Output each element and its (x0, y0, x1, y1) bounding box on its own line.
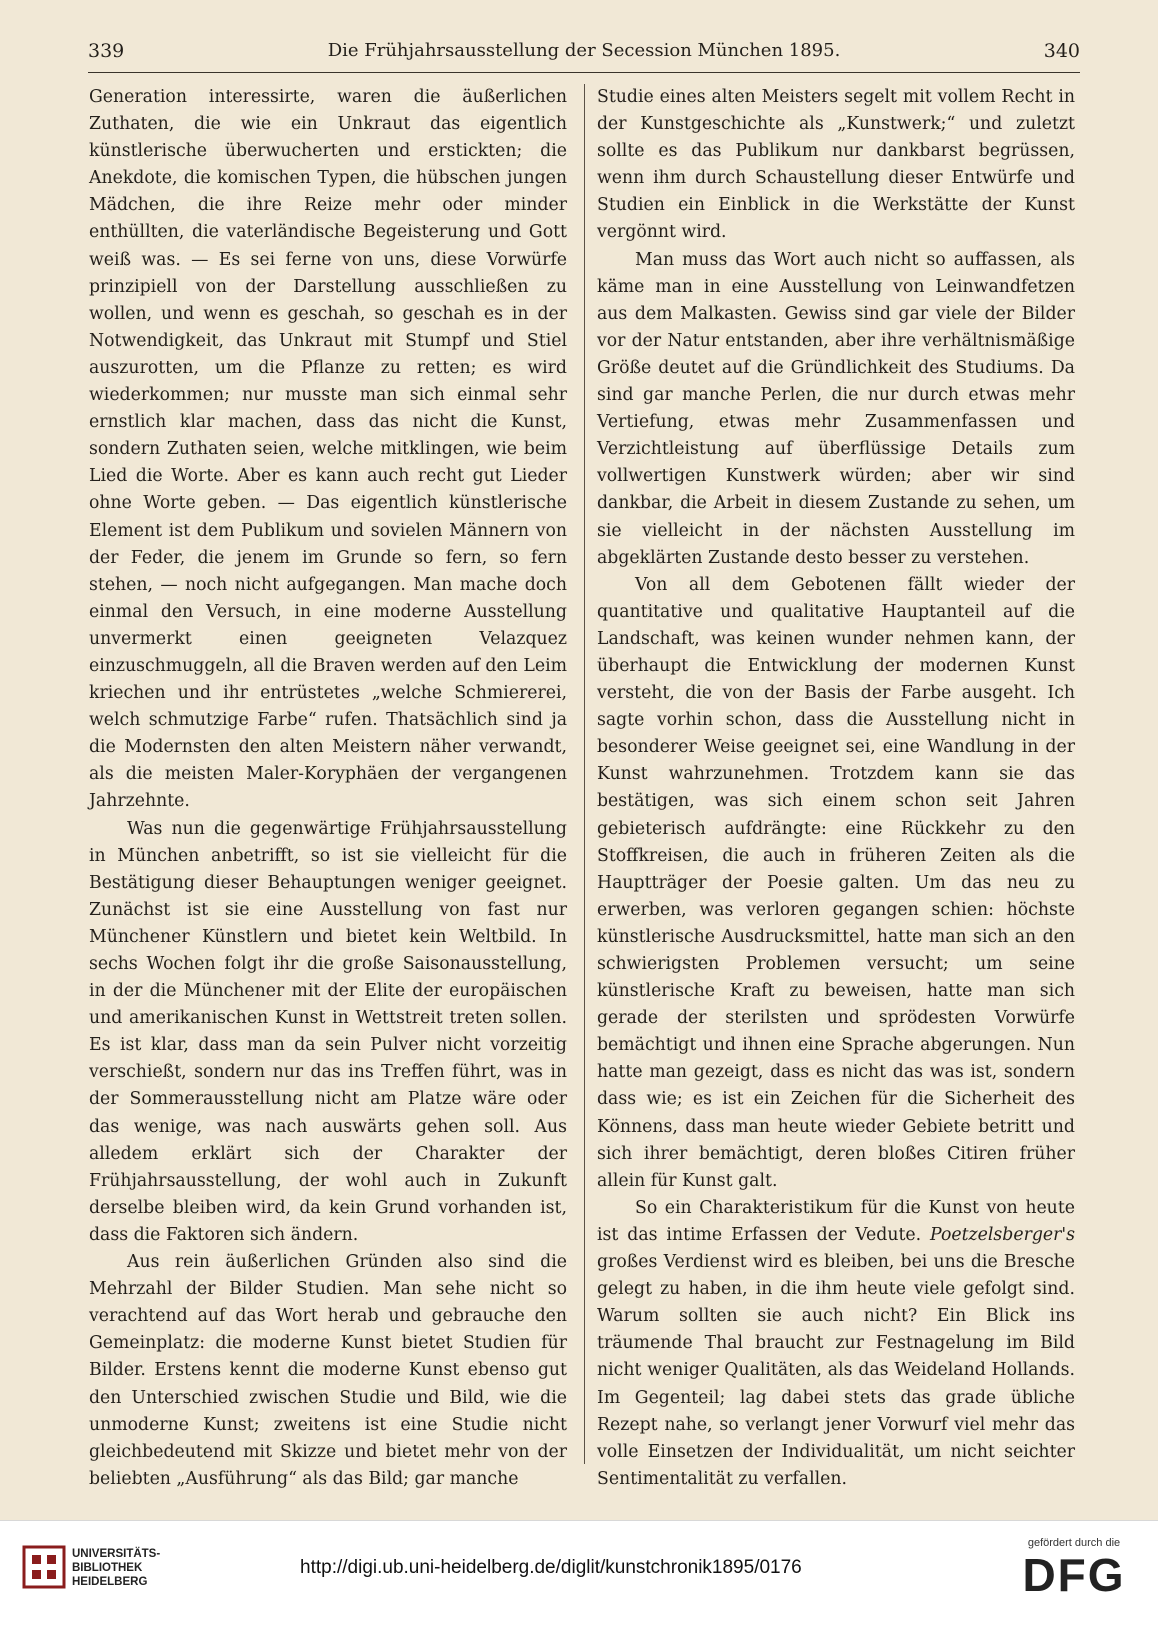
library-name-line-2: BIBLIOTHEK (72, 1562, 143, 1574)
header-rule (88, 72, 1080, 73)
right-paragraph-1: Studie eines alten Meisters segelt mit vollem Recht in der Kunstgeschichte als „Kunstwerk;“ und zuletzt sollte es das Publikum nur dankbarst begrüssen, wenn ihm durch Schaustellung dieser Entwürfe und Studien ein Einblick in die Werkstätte der Kunst vergönnt wird. (597, 87, 1075, 243)
right-column (597, 84, 1075, 1493)
column-divider (584, 84, 585, 1464)
library-name-line-1: UNIVERSITÄTS- (72, 1548, 161, 1560)
library-name (72, 1547, 160, 1589)
page-number-right: 340 (1043, 40, 1080, 62)
library-seal-icon (22, 1545, 66, 1589)
dfg-wordmark: DFG (1022, 1549, 1126, 1601)
permalink-url[interactable]: http://digi.ub.uni-heidelberg.de/diglit/kunstchronik1895/0176 (300, 1557, 802, 1578)
left-column (89, 84, 567, 1493)
left-paragraph-2: Was nun die gegenwärtige Frühjahrsausstellung in München anbetrifft, so ist sie vielleicht für die Bestätigung dieser Behauptungen weniger geeignet. Zunächst ist sie eine Ausstellung von fast nur Münchener Künstlern und bietet kein Weltbild. In sechs Wochen folgt ihr die große Saisonausstellung, in der die Münchener mit der Elite der europäischen und amerikanischen Kunst in Wettstreit treten sollen. Es ist klar, dass man da sein Pulver nicht vorzeitig verschießt, sondern nur das ins Treffen führt, was in der Sommerausstellung nicht am Platze wäre oder das wenige, was nach auswärts gehen soll. Aus alledem erklärt sich der Charakter der Frühjahrsausstellung, der wohl auch in Zukunft derselbe bleiben wird, da kein Grund vorhanden ist, dass die Faktoren sich ändern. (89, 818, 567, 1245)
artist-name: Poetzelsberger's (930, 1224, 1075, 1245)
left-paragraph-3: Aus rein äußerlichen Gründen also sind die Mehrzahl der Bilder Studien. Man sehe nicht so verachtend auf das Wort herab und gebrauche den Gemeinplatz: die moderne Kunst bietet Studien für Bilder. Erstens kennt die moderne Kunst ebenso gut den Unterschied zwischen Studie und Bild, wie die unmoderne Kunst; zweitens ist eine Studie nicht gleichbedeutend mit Skizze und bietet mehr von der beliebten „Ausführung“ als das Bild; gar manche (89, 1252, 567, 1489)
right-paragraph-3: Von all dem Gebotenen fällt wieder der quantitative und qualitative Hauptanteil auf die Landschaft, was keinen wunder nehmen kann, der überhaupt die Entwicklung der modernen Kunst versteht, die von der Basis der Farbe ausgeht. Ich sagte vorhin schon, dass die Ausstellung nicht in besonderer Weise geeignet sei, eine Wandlung in der Kunst wahrzunehmen. Trotzdem kann sie das bestätigen, was sich einem schon seit Jahren gebieterisch aufdrängte: eine Rückkehr zu den Stoffkreisen, die auch in früheren Zeiten als die Hauptträger der Poesie galten. Um das neu zu erwerben, was verloren gegangen schien: höchste künstlerische Ausdrucksmittel, hatte man sich an den schwierigsten Problemen versucht; um seine künstlerische Kraft zu beweisen, hatte man sich gerade der sterilsten und sprödesten Vorwürfe bemächtigt und ihnen eine Sprache abgerungen. Nun hatte man gezeigt, dass es nicht das was ist, sondern dass wie; es ist ein Zeichen für die Sicherheit des Könnens, dass man heute wieder Gebiete betritt und sich ihrer bemächtigt, deren bloßes Citiren früher allein für Kunst galt. (597, 574, 1075, 1191)
library-name-line-3: HEIDELBERG (72, 1576, 148, 1588)
right-paragraph-4 (597, 1195, 1075, 1493)
library-footer (0, 1520, 1158, 1626)
running-title: Die Frühjahrsausstellung der Secession München 1895. (327, 40, 841, 61)
page-header (88, 40, 1080, 70)
university-library-logo[interactable] (22, 1545, 172, 1603)
dfg-logo[interactable] (1014, 1537, 1134, 1617)
paragraph-text: großes Verdienst wird es bleiben, bei uns die Bresche gelegt zu haben, in die ihm heute viele gefolgt sind. Warum sollten sie auch nicht? Ein Blick ins träumende Thal braucht zur Festnagelung im Bild nicht weniger Qualitäten, als das Weideland Hollands. Im Gegenteil; lag dabei stets das grade übliche Rezept nahe, so verlangt jener Vorwurf viel mehr das volle Einsetzen der Individualität, um nicht seichter Sentimentalität zu verfallen. (597, 1252, 1075, 1489)
left-paragraph-1: Generation interessirte, waren die äußerlichen Zuthaten, die wie ein Unkraut das eigentlich künstlerische überwucherten und erstickten; die Anekdote, die komischen Typen, die hübschen jungen Mädchen, die ihre Reize mehr oder minder enthüllten, die vaterländische Begeisterung und Gott weiß was. — Es sei ferne von uns, diese Vorwürfe prinzipiell von der Darstellung ausschließen zu wollen, und wenn es geschah, so geschah es in der Notwendigkeit, das Unkraut mit Stumpf und Stiel auszurotten, um die Pflanze zu retten; es wird wiederkommen; nur musste man sich einmal sehr ernstlich klar machen, dass das nicht die Kunst, sondern Zuthaten seien, welche mitklingen, wie beim Lied die Worte. Aber es kann auch recht gut Lieder ohne Worte geben. — Das eigentlich künstlerische Element ist dem Publikum und sovielen Männern von der Feder, die jenem im Grunde so fern, so fern stehen, — noch nicht aufgegangen. Man mache doch einmal den Versuch, in eine moderne Ausstellung unvermerkt einen geeigneten Velazquez einzuschmuggeln, all die Braven werden auf den Leim kriechen und ihr entrüstetes „welche Schmiererei, welch schmutzige Farbe“ rufen. Thatsächlich sind ja die Modernsten den alten Meistern näher verwandt, als die meisten Maler-Koryphäen der vergangenen Jahrzehnte. (89, 87, 567, 812)
page-number-left: 339 (88, 40, 125, 62)
paragraph-text: So ein Charakteristikum für die Kunst von heute ist das intime Erfassen der Vedute. (597, 1197, 1075, 1245)
funded-by-label: gefördert durch die (1027, 1537, 1121, 1549)
right-paragraph-2: Man muss das Wort auch nicht so auffassen, als käme man in eine Ausstellung von Leinwandfetzen aus dem Malkasten. Gewiss sind gar viele der Bilder vor der Natur entstanden, aber ihre verhältnismäßige Größe deutet auf die Gründlichkeit des Studiums. Da sind gar manche Perlen, die nur durch etwas mehr Vertiefung, etwas mehr Zusammenfassen und Verzichtleistung auf überflüssige Details zum vollwertigen Kunstwerk würden; aber wir sind dankbar, die Arbeit in diesem Zustande zu sehen, um sie vielleicht in der nächsten Ausstellung im abgeklärten Zustande desto besser zu verstehen. (597, 249, 1075, 568)
